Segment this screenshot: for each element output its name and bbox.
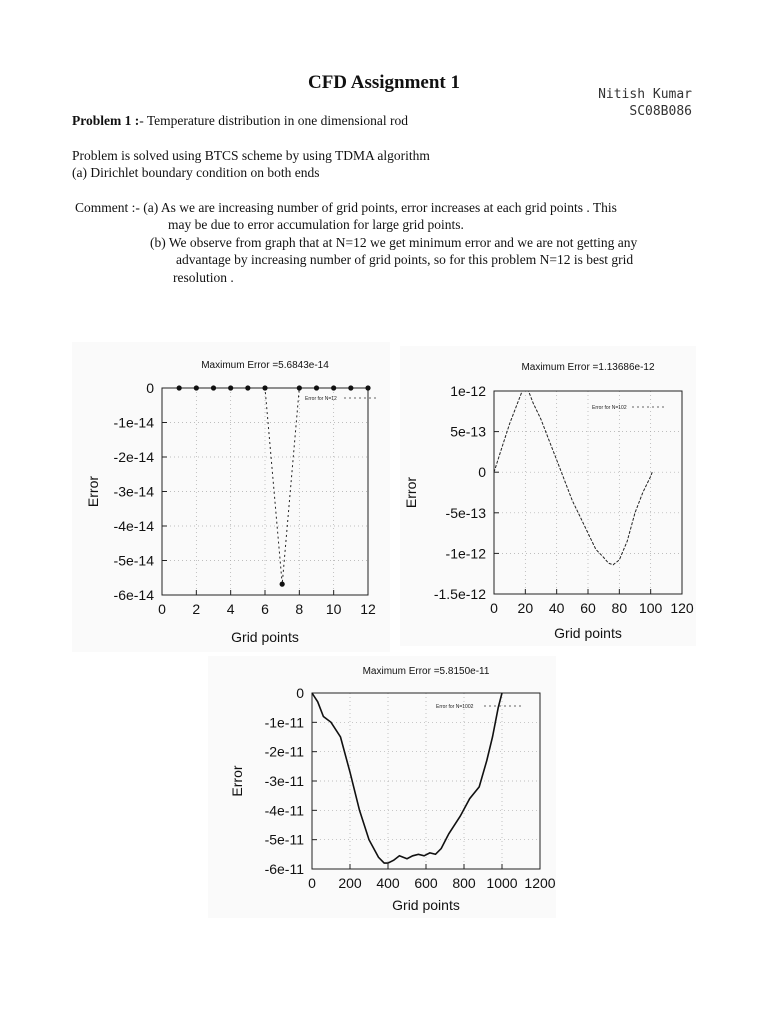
- y-tick-label: -2e-14: [113, 449, 154, 465]
- y-tick-label: 1e-12: [450, 383, 486, 399]
- x-tick-label: 8: [295, 601, 304, 617]
- x-tick-label: 100: [638, 600, 663, 616]
- comment-b-line-3: resolution .: [173, 270, 234, 285]
- data-point: [280, 582, 285, 587]
- y-tick-label: -1e-14: [113, 414, 154, 431]
- y-axis-label: Error: [85, 475, 101, 508]
- x-tick-label: 6: [261, 601, 269, 617]
- series-line: [494, 391, 652, 565]
- x-tick-label: 80: [611, 600, 628, 616]
- data-point: [262, 385, 267, 390]
- author-id: SC08B086: [629, 104, 692, 119]
- method-line: Problem is solved using BTCS scheme by using TDMA algorithm: [72, 148, 430, 163]
- series-line: [312, 693, 502, 863]
- data-point: [177, 385, 182, 390]
- y-tick-label: 0: [478, 464, 486, 481]
- y-tick-label: -6e-11: [264, 861, 304, 877]
- x-tick-label: 20: [517, 600, 534, 616]
- x-tick-label: 0: [490, 600, 498, 616]
- x-tick-label: 400: [376, 875, 400, 891]
- chart-title: Maximum Error =5.8150e-11: [362, 666, 490, 677]
- data-point: [228, 385, 233, 390]
- comment-b-line-2: advantage by increasing number of grid points, so for this problem N=12 is best grid: [176, 252, 634, 267]
- chart-title: Maximum Error =1.13686e-12: [521, 362, 655, 373]
- comment-a-line-1: Comment :- (a) As we are increasing number of grid points, error increases at each grid points . This: [75, 200, 617, 215]
- data-point: [297, 385, 302, 390]
- x-tick-label: 0: [158, 601, 166, 617]
- x-tick-label: 0: [308, 875, 316, 891]
- y-tick-label: -4e-14: [113, 518, 154, 534]
- legend-label: Error for N=1002: [436, 704, 474, 710]
- problem-heading: [72, 113, 408, 129]
- y-tick-label: -3e-11: [264, 773, 304, 789]
- x-tick-label: 800: [452, 875, 476, 891]
- y-tick-label: -1e-12: [445, 545, 486, 562]
- data-point: [314, 385, 319, 390]
- x-tick-label: 600: [414, 875, 438, 891]
- error-plot-n12: [72, 342, 390, 652]
- y-tick-label: -2e-11: [264, 743, 304, 760]
- chart-title: Maximum Error =5.6843e-14: [201, 360, 329, 371]
- x-axis-label: Grid points: [554, 625, 622, 641]
- x-tick-label: 40: [548, 600, 565, 616]
- y-axis-label: Error: [229, 765, 245, 797]
- series-line: [179, 388, 368, 584]
- comment-b-line-1: (b) We observe from graph that at N=12 we get minimum error and we are not getting any: [150, 235, 638, 250]
- data-point: [211, 385, 216, 390]
- author-block: [598, 86, 692, 120]
- problem-label: Problem 1 :: [72, 113, 140, 128]
- condition-line: (a) Dirichlet boundary condition on both ends: [72, 165, 320, 180]
- x-tick-label: 1000: [486, 875, 518, 891]
- y-tick-label: 0: [146, 380, 154, 396]
- data-point: [348, 385, 353, 390]
- x-axis-label: Grid points: [231, 629, 299, 645]
- error-plot-n102: [400, 346, 696, 646]
- author-name: Nitish Kumar: [598, 87, 692, 102]
- y-tick-label: 5e-13: [450, 423, 486, 440]
- y-tick-label: -3e-14: [113, 483, 154, 500]
- legend-label: Error for N=102: [592, 405, 627, 411]
- y-tick-label: -5e-14: [113, 552, 154, 569]
- page-title: CFD Assignment 1: [307, 72, 460, 93]
- x-tick-label: 12: [360, 601, 376, 617]
- x-tick-label: 1200: [524, 875, 556, 891]
- x-tick-label: 2: [192, 601, 201, 617]
- data-point: [245, 385, 250, 390]
- error-plot-n1002: [208, 656, 556, 918]
- data-point: [331, 385, 336, 390]
- problem-text: - Temperature distribution in one dimensional rod: [139, 113, 408, 128]
- data-point: [194, 385, 199, 390]
- legend-label: Error for N=12: [305, 396, 337, 402]
- y-axis-label: Error: [403, 476, 419, 509]
- x-tick-label: 120: [670, 600, 694, 616]
- x-axis-label: Grid points: [392, 897, 460, 913]
- y-tick-label: -5e-13: [445, 504, 486, 521]
- data-point: [365, 385, 370, 390]
- comment-a-line-2: may be due to error accumulation for large grid points.: [168, 217, 464, 232]
- y-tick-label: -4e-11: [264, 802, 304, 819]
- x-tick-label: 200: [338, 875, 362, 891]
- x-tick-label: 60: [580, 600, 596, 616]
- y-tick-label: -6e-14: [113, 587, 154, 603]
- plot-frame: [162, 388, 368, 595]
- y-tick-label: -5e-11: [264, 831, 304, 848]
- x-tick-label: 4: [226, 601, 235, 617]
- y-tick-label: -1e-11: [264, 714, 304, 731]
- y-tick-label: 0: [296, 685, 304, 701]
- y-tick-label: -1.5e-12: [433, 586, 486, 602]
- x-tick-label: 10: [325, 601, 342, 617]
